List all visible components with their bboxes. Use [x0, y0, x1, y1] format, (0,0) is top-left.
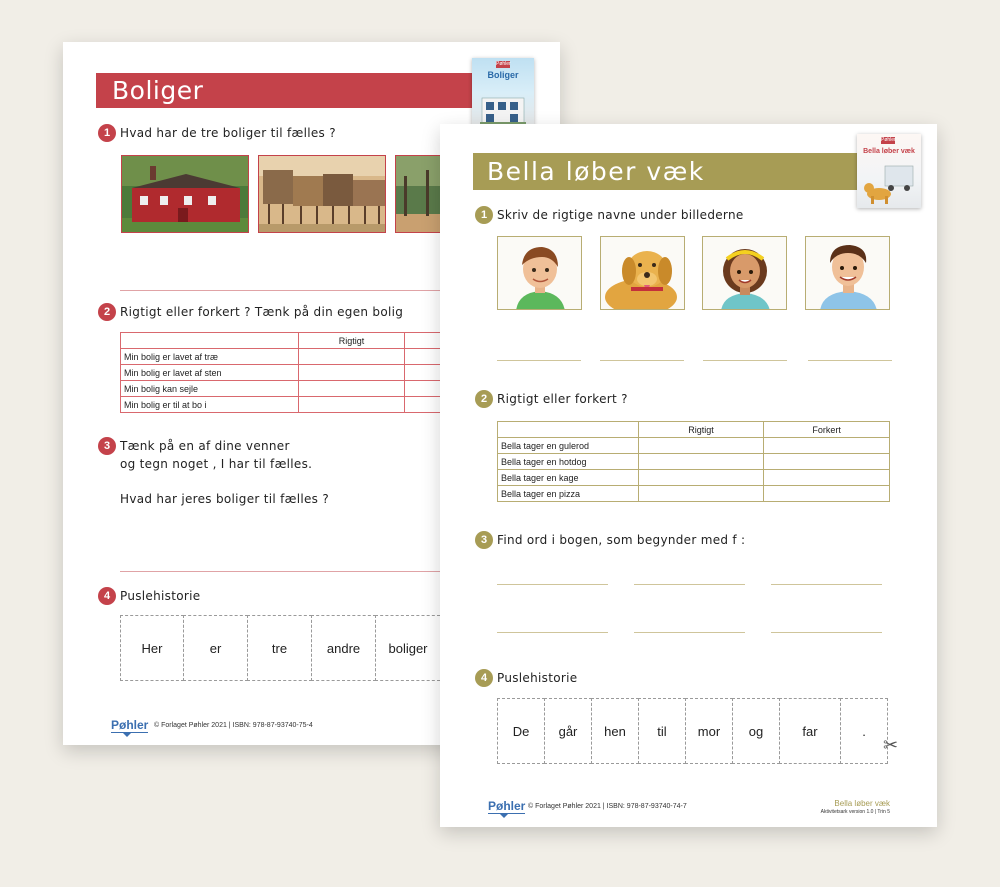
name-answer-line[interactable] [600, 360, 684, 361]
question-number-3: 3 [98, 437, 116, 455]
word-answer-line[interactable] [771, 584, 882, 585]
table-row [121, 365, 441, 381]
puzzle-word[interactable]: hen [591, 698, 639, 764]
footer-book-title: Bella løber væk [834, 799, 890, 808]
cover-title: Bella løber væk [863, 148, 915, 155]
checkbox-cell[interactable] [299, 349, 404, 365]
table-row [498, 470, 890, 486]
table-cell: Min bolig kan sejle [121, 381, 299, 397]
question-4-text: Puslehistorie [497, 671, 578, 685]
checkbox-cell[interactable] [764, 470, 890, 486]
question-1-text: Hvad har de tre boliger til fælles ? [120, 126, 336, 140]
table-row [498, 486, 890, 502]
footer-copyright: © Forlaget Pøhler 2021 | ISBN: 978-87-93740-74-7 [528, 803, 687, 810]
puzzle-word[interactable]: tre [247, 615, 312, 681]
checkbox-cell[interactable] [764, 438, 890, 454]
answer-line [120, 290, 440, 291]
table-row [498, 438, 890, 454]
picture-girl [702, 236, 787, 310]
question-3-line-1: Tænk på en af dine venner [120, 439, 290, 453]
cover-title: Boliger [487, 70, 519, 80]
puzzle-word[interactable]: går [544, 698, 592, 764]
puzzle-word[interactable]: og [732, 698, 780, 764]
table-header-rigtigt: Rigtigt [638, 422, 764, 438]
question-number-2: 2 [98, 303, 116, 321]
word-answer-line[interactable] [771, 632, 882, 633]
puzzle-word[interactable]: Her [120, 615, 184, 681]
question-number-4: 4 [475, 669, 493, 687]
table-row [121, 381, 441, 397]
cover-house-illustration [480, 88, 526, 126]
puzzle-word[interactable]: andre [311, 615, 376, 681]
checkbox-cell[interactable] [299, 381, 404, 397]
question-3-line-3: Hvad har jeres boliger til fælles ? [120, 492, 330, 506]
picture-man [805, 236, 890, 310]
answer-line [120, 571, 440, 572]
word-answer-line[interactable] [634, 632, 745, 633]
photo-red-wooden-house [121, 155, 249, 233]
table-header-empty [121, 333, 299, 349]
question-number-4: 4 [98, 587, 116, 605]
true-false-table [497, 421, 890, 502]
table-cell: Min bolig er lavet af sten [121, 365, 299, 381]
photo-forest-house [395, 155, 441, 233]
checkbox-cell[interactable] [764, 486, 890, 502]
checkbox-cell[interactable] [638, 470, 764, 486]
table-row [121, 397, 441, 413]
question-4-text: Puslehistorie [120, 589, 201, 603]
puzzle-word[interactable]: far [779, 698, 841, 764]
table-cell: Min bolig er lavet af træ [121, 349, 299, 365]
scissors-icon: ✂ [883, 735, 899, 755]
checkbox-cell[interactable] [638, 486, 764, 502]
worksheet-bella [440, 124, 937, 827]
book-cover-thumbnail [857, 134, 921, 208]
photo-stilt-houses [258, 155, 386, 233]
question-3-text: Find ord i bogen, som begynder med f : [497, 533, 746, 547]
puzzle-word[interactable]: mor [685, 698, 733, 764]
page-title: Bella løber væk [473, 153, 863, 190]
puzzle-word[interactable]: . [840, 698, 888, 764]
picture-boy [497, 236, 582, 310]
checkbox-cell[interactable] [764, 454, 890, 470]
question-number-1: 1 [98, 124, 116, 142]
puzzle-word[interactable]: er [183, 615, 248, 681]
table-cell: Bella tager en kage [498, 470, 639, 486]
table-header-forkert: Forkert [764, 422, 890, 438]
table-cell: Bella tager en pizza [498, 486, 639, 502]
word-answer-line[interactable] [497, 632, 608, 633]
question-2-text: Rigtigt eller forkert ? [497, 392, 628, 406]
book-cover-thumbnail [472, 58, 534, 128]
puzzle-story [121, 615, 440, 681]
table-cell: Min bolig er til at bo i [121, 397, 299, 413]
cover-dog-illustration [863, 162, 917, 206]
table-row [121, 349, 441, 365]
page-title: Boliger [96, 73, 496, 108]
puzzle-word[interactable]: til [638, 698, 686, 764]
name-answer-line[interactable] [497, 360, 581, 361]
question-number-3: 3 [475, 531, 493, 549]
footer-copyright: © Forlaget Pøhler 2021 | ISBN: 978-87-93740-75-4 [154, 722, 313, 729]
publisher-logo: Pøhler [488, 799, 525, 814]
publisher-logo: Pøhler [111, 718, 148, 733]
name-answer-line[interactable] [703, 360, 787, 361]
checkbox-cell[interactable] [299, 365, 404, 381]
cover-logo: Pøhler [881, 137, 896, 143]
true-false-table [120, 332, 440, 413]
word-answer-line[interactable] [497, 584, 608, 585]
checkbox-cell[interactable] [638, 438, 764, 454]
question-number-2: 2 [475, 390, 493, 408]
puzzle-word[interactable]: boliger [375, 615, 440, 681]
checkbox-cell[interactable] [638, 454, 764, 470]
cover-logo: Pøhler [496, 61, 511, 67]
name-answer-line[interactable] [808, 360, 892, 361]
picture-dog [600, 236, 685, 310]
checkbox-cell[interactable] [299, 397, 404, 413]
puzzle-story [498, 698, 888, 764]
table-header-empty [498, 422, 639, 438]
word-answer-line[interactable] [634, 584, 745, 585]
question-1-text: Skriv de rigtige navne under billederne [497, 208, 744, 222]
question-2-text: Rigtigt eller forkert ? Tænk på din egen bolig [120, 305, 404, 319]
puzzle-word[interactable]: De [497, 698, 545, 764]
footer-version: Aktivitetsark version 1.0 | Trin 5 [820, 809, 890, 815]
table-cell: Bella tager en gulerod [498, 438, 639, 454]
table-cell: Bella tager en hotdog [498, 454, 639, 470]
question-number-1: 1 [475, 206, 493, 224]
table-row [498, 454, 890, 470]
question-3-line-2: og tegn noget , I har til fælles. [120, 457, 313, 471]
table-header-rigtigt: Rigtigt [299, 333, 404, 349]
